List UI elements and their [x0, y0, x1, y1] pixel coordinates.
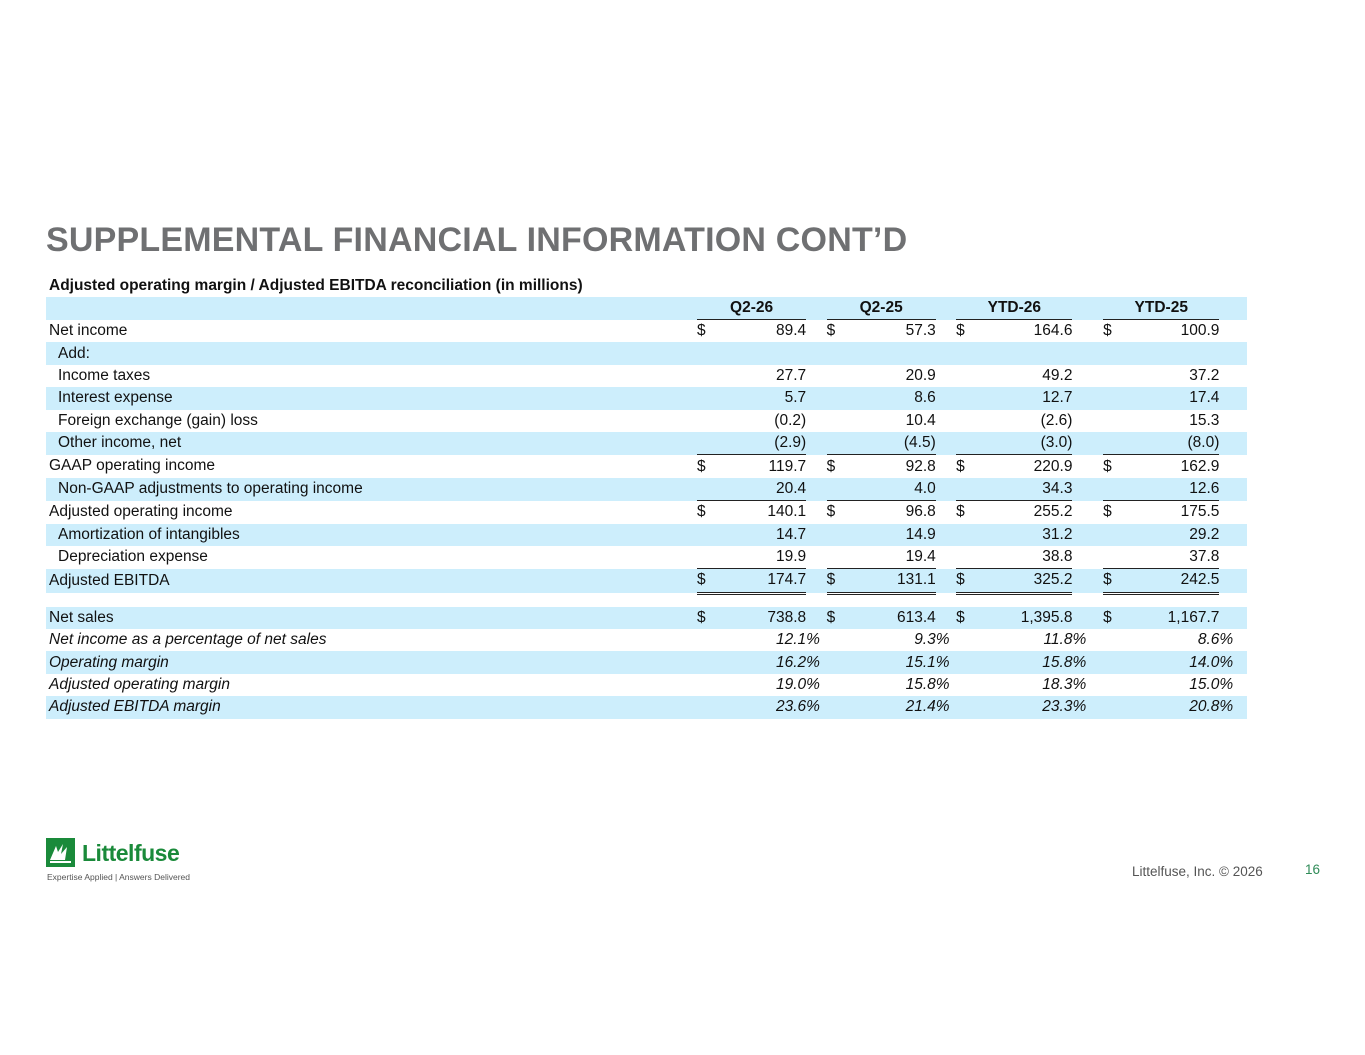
- cell-spacer: [806, 342, 826, 364]
- cell-spacer: [806, 365, 826, 387]
- percent-symbol: %: [1072, 651, 1103, 673]
- table-row: [46, 387, 1247, 409]
- currency-symbol: [697, 546, 711, 569]
- currency-symbol: $: [1103, 455, 1117, 478]
- cell-spacer: [1219, 569, 1247, 593]
- table-row: [46, 320, 1247, 343]
- cell-spacer: [1219, 342, 1247, 364]
- cell-value: (2.9): [711, 432, 806, 455]
- reconciliation-table: [46, 297, 1247, 719]
- cell-spacer: [936, 607, 956, 629]
- cell-spacer: [936, 320, 956, 343]
- currency-symbol: $: [956, 501, 970, 524]
- percent-symbol: %: [1072, 631, 1087, 649]
- column-header-ytd-26: YTD-26: [956, 297, 1072, 320]
- percent-symbol: %: [936, 651, 956, 673]
- cell-spacer: [1072, 410, 1103, 432]
- cell-value: [970, 342, 1072, 364]
- cell-spacer: [1072, 365, 1103, 387]
- currency-symbol: [827, 696, 841, 718]
- cell-spacer: [806, 478, 826, 501]
- percent-symbol: %: [806, 676, 820, 694]
- row-label: Adjusted operating income: [49, 503, 233, 521]
- percent-symbol: %: [1219, 676, 1234, 694]
- currency-symbol: $: [956, 455, 970, 478]
- cell-value: 8.6: [1197, 631, 1220, 649]
- cell-value: 131.1: [841, 569, 936, 593]
- currency-symbol: [1103, 410, 1117, 432]
- table-row: [46, 455, 1247, 478]
- percent-symbol: %: [935, 631, 950, 649]
- cell-value: (2.6): [1040, 411, 1073, 429]
- cell-value: 23.3: [970, 696, 1072, 718]
- margin-row: [46, 651, 1247, 673]
- row-label: Foreign exchange (gain) loss: [58, 411, 258, 429]
- row-label: Adjusted EBITDA: [46, 569, 697, 593]
- row-label: GAAP operating income: [49, 457, 216, 475]
- cell-value: 18.3: [1042, 676, 1073, 694]
- row-label: Net income: [49, 321, 128, 339]
- cell-value: 15.8: [970, 651, 1072, 673]
- cell-value: 12.7: [970, 387, 1072, 409]
- table-subtitle: Adjusted operating margin / Adjusted EBITDA reconciliation (in millions): [49, 277, 677, 298]
- cell-spacer: [1072, 607, 1103, 629]
- cell-spacer: [936, 501, 956, 524]
- currency-symbol: [956, 546, 970, 569]
- cell-value: 49.2: [1042, 366, 1073, 384]
- cell-value: 19.4: [905, 548, 936, 566]
- cell-value: 15.0: [1189, 676, 1220, 694]
- row-label: Interest expense: [46, 387, 697, 409]
- cell-spacer: [806, 387, 826, 409]
- cell-spacer: [936, 546, 956, 569]
- currency-symbol: [1103, 342, 1117, 364]
- currency-symbol: $: [827, 569, 841, 593]
- cell-spacer: [1219, 524, 1247, 546]
- cell-spacer: [1072, 501, 1103, 524]
- cell-value: 140.1: [711, 501, 806, 524]
- cell-value: 174.7: [711, 569, 806, 593]
- cell-value: 38.8: [1042, 548, 1073, 566]
- cell-value: 10.4: [905, 411, 936, 429]
- cell-spacer: [936, 432, 956, 455]
- cell-value: 242.5: [1117, 569, 1219, 593]
- cell-spacer: [1072, 478, 1103, 501]
- net-sales-row: [46, 607, 1247, 629]
- cell-value: [1117, 342, 1219, 364]
- spacer-cell: [46, 593, 1247, 607]
- cell-value: 19.9: [776, 548, 807, 566]
- currency-symbol: [827, 410, 841, 432]
- cell-value: 15.8: [905, 676, 936, 694]
- currency-symbol: [827, 546, 841, 569]
- cell-value: 92.8: [841, 455, 936, 478]
- cell-value: 29.2: [1117, 524, 1219, 546]
- currency-symbol: [956, 365, 970, 387]
- currency-symbol: $: [956, 607, 970, 629]
- currency-symbol: [827, 365, 841, 387]
- cell-spacer: [1219, 546, 1247, 569]
- currency-symbol: [956, 342, 970, 364]
- cell-spacer: [936, 387, 956, 409]
- currency-symbol: $: [826, 322, 836, 340]
- currency-symbol: [956, 478, 970, 501]
- currency-symbol: [956, 629, 970, 651]
- cell-value: [841, 342, 936, 364]
- currency-symbol: [697, 410, 711, 432]
- currency-symbol: [1103, 696, 1117, 718]
- currency-symbol: [1103, 674, 1117, 696]
- cell-value: 57.3: [905, 322, 936, 340]
- currency-symbol: [1103, 546, 1117, 569]
- table-row: [46, 478, 1247, 501]
- currency-symbol: [827, 651, 841, 673]
- currency-symbol: $: [827, 607, 841, 629]
- currency-symbol: [827, 629, 841, 651]
- cell-value: 96.8: [841, 501, 936, 524]
- cell-spacer: [806, 432, 826, 455]
- row-label: Add:: [46, 342, 697, 364]
- cell-value: 162.9: [1117, 455, 1219, 478]
- currency-symbol: $: [697, 501, 711, 524]
- cell-value: 34.3: [970, 478, 1072, 501]
- currency-symbol: [956, 674, 970, 696]
- currency-symbol: [1103, 651, 1117, 673]
- currency-symbol: [827, 432, 841, 455]
- cell-value: 14.7: [711, 524, 806, 546]
- cell-spacer: [1219, 320, 1247, 343]
- cell-value: 12.6: [1117, 478, 1219, 501]
- cell-spacer: [806, 546, 826, 569]
- page-number: 16: [1305, 862, 1321, 877]
- cell-spacer: [806, 524, 826, 546]
- percent-symbol: %: [1072, 676, 1087, 694]
- currency-symbol: $: [827, 501, 841, 524]
- cell-spacer: [1219, 410, 1247, 432]
- cell-value: 20.9: [905, 366, 936, 384]
- cell-spacer: [936, 455, 956, 478]
- cell-value: 119.7: [711, 455, 806, 478]
- littelfuse-logo-icon: [46, 838, 75, 867]
- percent-symbol: %: [806, 696, 826, 718]
- cell-spacer: [806, 410, 826, 432]
- cell-spacer: [936, 478, 956, 501]
- currency-symbol: [697, 387, 711, 409]
- currency-symbol: [1103, 629, 1117, 651]
- currency-symbol: $: [1103, 322, 1112, 340]
- currency-symbol: $: [697, 455, 711, 478]
- currency-symbol: [827, 342, 841, 364]
- cell-value: 325.2: [970, 569, 1072, 593]
- cell-value: 12.1: [776, 631, 807, 649]
- currency-symbol: [697, 478, 711, 501]
- cell-spacer: [936, 524, 956, 546]
- cell-value: 220.9: [970, 455, 1072, 478]
- margin-row: [46, 696, 1247, 718]
- cell-value: 1,167.7: [1117, 607, 1219, 629]
- brand-tagline: Expertise Applied | Answers Delivered: [47, 872, 191, 882]
- currency-symbol: $: [827, 455, 841, 478]
- cell-value: 27.7: [776, 366, 807, 384]
- cell-spacer: [806, 501, 826, 524]
- cell-value: 15.3: [1189, 411, 1220, 429]
- table-row: [46, 501, 1247, 524]
- margin-row: [46, 629, 1247, 651]
- cell-spacer: [1072, 342, 1103, 364]
- currency-symbol: $: [1103, 501, 1117, 524]
- cell-value: 175.5: [1117, 501, 1219, 524]
- currency-symbol: $: [956, 322, 965, 340]
- cell-spacer: [806, 455, 826, 478]
- cell-spacer: [1072, 432, 1103, 455]
- copyright: Littelfuse, Inc. © 2026: [1132, 864, 1263, 879]
- percent-symbol: %: [935, 676, 950, 694]
- table-row: [46, 546, 1247, 569]
- cell-spacer: [806, 569, 826, 593]
- currency-symbol: $: [697, 569, 711, 593]
- percent-symbol: %: [806, 631, 820, 649]
- currency-symbol: [956, 651, 970, 673]
- currency-symbol: $: [697, 607, 711, 629]
- currency-symbol: [697, 629, 711, 651]
- cell-value: 17.4: [1117, 387, 1219, 409]
- cell-spacer: [1072, 455, 1103, 478]
- row-spacer: [46, 593, 1247, 607]
- currency-symbol: [1103, 387, 1117, 409]
- cell-value: 16.2: [711, 651, 806, 673]
- cell-value: 14.9: [841, 524, 936, 546]
- row-label: Other income, net: [46, 432, 697, 455]
- cell-value: 20.8: [1117, 696, 1219, 718]
- table-row: [46, 342, 1247, 364]
- row-label: Income taxes: [58, 366, 151, 384]
- currency-symbol: [956, 432, 970, 455]
- cell-value: 9.3: [914, 631, 936, 649]
- currency-symbol: [827, 478, 841, 501]
- currency-symbol: [697, 365, 711, 387]
- currency-symbol: [697, 524, 711, 546]
- percent-symbol: %: [806, 651, 826, 673]
- currency-symbol: $: [956, 569, 970, 593]
- cell-spacer: [806, 607, 826, 629]
- cell-value: 19.0: [776, 676, 807, 694]
- row-label: Net sales: [46, 607, 697, 629]
- cell-value: (0.2): [774, 411, 807, 429]
- brand-name: Littelfuse: [82, 840, 180, 866]
- margin-row: [46, 674, 1247, 696]
- row-label: Adjusted operating margin: [49, 676, 230, 694]
- cell-spacer: [1219, 455, 1247, 478]
- currency-symbol: [697, 651, 711, 673]
- currency-symbol: [697, 696, 711, 718]
- currency-symbol: [697, 342, 711, 364]
- table-row: [46, 432, 1247, 455]
- cell-spacer: [1072, 546, 1103, 569]
- cell-spacer: [1219, 387, 1247, 409]
- row-label: Depreciation expense: [58, 548, 208, 566]
- cell-spacer: [936, 365, 956, 387]
- table-header-row: [46, 297, 1247, 320]
- column-header-q2-26: Q2-26: [697, 297, 806, 320]
- currency-symbol: [956, 696, 970, 718]
- cell-spacer: [1072, 569, 1103, 593]
- percent-symbol: %: [1219, 651, 1247, 673]
- table-row: [46, 410, 1247, 432]
- currency-symbol: [1103, 524, 1117, 546]
- row-label: Adjusted EBITDA margin: [46, 696, 697, 718]
- table-row: [46, 524, 1247, 546]
- cell-value: 1,395.8: [970, 607, 1072, 629]
- currency-symbol: [956, 387, 970, 409]
- page-title: SUPPLEMENTAL FINANCIAL INFORMATION CONT’D: [46, 221, 908, 259]
- cell-value: 14.0: [1117, 651, 1219, 673]
- cell-value: 31.2: [970, 524, 1072, 546]
- cell-spacer: [1072, 524, 1103, 546]
- cell-value: 255.2: [970, 501, 1072, 524]
- row-label: Amortization of intangibles: [46, 524, 697, 546]
- cell-spacer: [1219, 432, 1247, 455]
- cell-value: (4.5): [841, 432, 936, 455]
- table-row: [46, 569, 1247, 593]
- cell-spacer: [1219, 501, 1247, 524]
- column-header-q2-25: Q2-25: [827, 297, 936, 320]
- cell-value: 11.8: [1043, 631, 1073, 649]
- currency-symbol: [827, 524, 841, 546]
- currency-symbol: [1103, 365, 1117, 387]
- row-label: Net income as a percentage of net sales: [49, 631, 327, 649]
- cell-spacer: [936, 410, 956, 432]
- cell-value: 15.1: [841, 651, 936, 673]
- currency-symbol: [697, 674, 711, 696]
- currency-symbol: [827, 387, 841, 409]
- currency-symbol: $: [1103, 569, 1117, 593]
- cell-value: 37.8: [1189, 548, 1220, 566]
- currency-symbol: [956, 524, 970, 546]
- percent-symbol: %: [1219, 696, 1247, 718]
- currency-symbol: [1103, 478, 1117, 501]
- currency-symbol: $: [1103, 607, 1117, 629]
- cell-spacer: [936, 342, 956, 364]
- cell-value: 100.9: [1180, 322, 1220, 340]
- row-label: Operating margin: [46, 651, 697, 673]
- column-header-ytd-25: YTD-25: [1103, 297, 1219, 320]
- cell-value: 89.4: [776, 322, 807, 340]
- cell-value: 164.6: [1033, 322, 1073, 340]
- percent-symbol: %: [1219, 631, 1234, 649]
- cell-value: [711, 342, 806, 364]
- currency-symbol: $: [697, 322, 706, 340]
- cell-value: 21.4: [841, 696, 936, 718]
- cell-value: (8.0): [1117, 432, 1219, 455]
- cell-spacer: [806, 320, 826, 343]
- cell-value: 8.6: [841, 387, 936, 409]
- cell-value: 613.4: [841, 607, 936, 629]
- cell-spacer: [1072, 387, 1103, 409]
- cell-spacer: [1219, 365, 1247, 387]
- currency-symbol: [1103, 432, 1117, 455]
- cell-value: 23.6: [711, 696, 806, 718]
- currency-symbol: [827, 674, 841, 696]
- percent-symbol: %: [936, 696, 956, 718]
- currency-symbol: [697, 432, 711, 455]
- cell-spacer: [1072, 320, 1103, 343]
- cell-spacer: [936, 569, 956, 593]
- cell-value: (3.0): [970, 432, 1072, 455]
- cell-spacer: [1219, 478, 1247, 501]
- cell-value: 20.4: [711, 478, 806, 501]
- table-row: [46, 365, 1247, 387]
- cell-value: 5.7: [711, 387, 806, 409]
- cell-spacer: [1219, 607, 1247, 629]
- row-label: Non-GAAP adjustments to operating income: [46, 478, 697, 501]
- currency-symbol: [956, 410, 970, 432]
- cell-value: 738.8: [711, 607, 806, 629]
- percent-symbol: %: [1072, 696, 1103, 718]
- cell-value: 4.0: [841, 478, 936, 501]
- cell-value: 37.2: [1189, 366, 1220, 384]
